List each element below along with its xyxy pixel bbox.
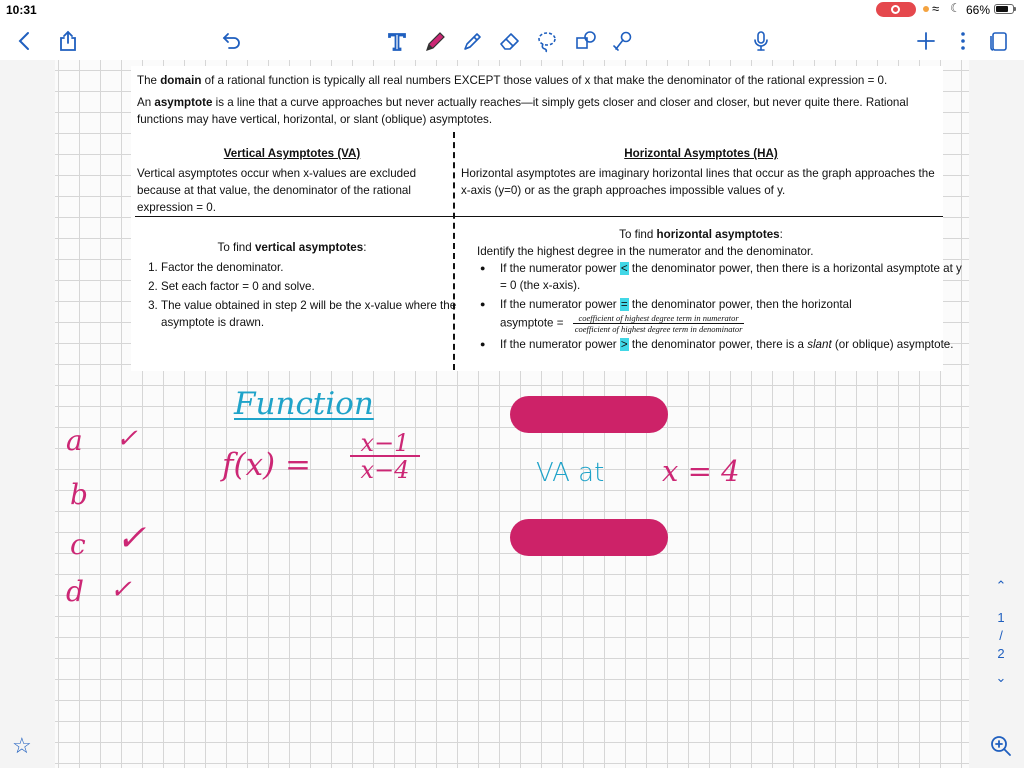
laser-pointer-icon[interactable] [610,28,636,54]
ha-heading: Horizontal Asymptotes (HA) [624,147,778,160]
va-description: Vertical asymptotes occur when x-values are excluded because at that value, the denominator of the rational expression = 0. [137,167,417,214]
highlighter-icon[interactable] [460,28,486,54]
highlight-greater-than: > [620,338,628,351]
wifi-icon: ≈ [932,1,940,16]
handwritten-va-label: VA at [536,458,605,488]
row-divider [135,216,943,217]
column-divider [453,132,455,370]
pen-icon[interactable] [423,28,449,54]
check-mark-icon: ✓ [116,518,147,559]
option-letter-a: a [66,424,83,457]
note-toolbar [0,20,1024,60]
va-step: 1. Factor the denominator. [161,259,461,276]
eraser-icon[interactable] [497,28,523,54]
pasted-worksheet[interactable] [131,66,962,371]
favorite-star-icon[interactable]: ☆ [12,733,32,758]
undo-icon[interactable] [219,28,245,54]
ha-rule-equal: ● If the numerator power = the denominator power, then the horizontal asymptote = $\frac{\text{coefficient of highest degree term in numerator}}{\text{coefficient of highest degree term in denominator}}$ [500,296,962,334]
handwritten-function-label: Function [234,386,374,422]
mic-in-use-indicator [923,6,929,12]
ha-identify: Identify the highest degree in the numerator and the denominator. [477,245,814,258]
back-icon[interactable] [12,28,38,54]
current-page: 1 [997,610,1005,625]
page-indicator [990,577,1012,687]
status-time: 10:31 [6,3,37,17]
highlight-equal: = [620,298,628,311]
option-letter-c: c [70,528,86,561]
coefficient-fraction: $\frac{\text{coefficient of highest degree term in numerator}}{\text{coefficient of highest degree term in denominator}}$ [574,313,743,334]
left-gutter [0,60,55,768]
zoom-in-icon[interactable] [989,734,1013,758]
lasso-icon[interactable] [534,28,560,54]
do-not-disturb-icon: ☾ [950,1,961,15]
redaction-bar-bottom [510,519,668,556]
handwritten-numerator: x−1 [350,431,420,457]
va-find-title: To find vertical asymptotes: [217,241,367,254]
ha-rules [480,260,962,355]
battery-percentage: 66% [966,3,991,17]
va-step: 2. Set each factor = 0 and solve. [161,278,461,295]
va-heading: Vertical Asymptotes (VA) [223,147,361,160]
handwritten-va-value: x = 4 [662,454,740,488]
ha-find-title: To find horizontal asymptotes: [619,228,783,241]
pages-icon[interactable] [986,28,1012,54]
status-bar [0,0,1024,20]
more-icon[interactable] [950,28,976,54]
ha-rule-greater: ● If the numerator power > the denominator power, there is a slant (or oblique) asymptote. [500,336,962,353]
handwritten-denominator: x−4 [360,456,410,484]
screen-recording-icon [876,2,916,17]
share-icon[interactable] [55,28,81,54]
text-tool-icon[interactable] [384,28,410,54]
ha-rule-less: ● If the numerator power < the denominator power, then there is a horizontal asymptote at y = 0 (the x-axis). [500,260,962,294]
redaction-bar-top [510,396,668,433]
add-icon[interactable] [913,28,939,54]
option-letter-d: d [66,575,84,608]
option-letter-b: b [70,478,88,511]
va-step: 3. The value obtained in step 2 will be the x-value where the asymptote is drawn. [161,297,461,331]
check-mark-icon: ✓ [116,424,138,454]
check-mark-icon: ✓ [110,575,132,605]
chevron-down-icon[interactable]: ⌄ [995,670,1007,685]
total-pages: 2 [997,646,1005,661]
microphone-icon[interactable] [748,28,774,54]
highlight-less-than: < [620,262,628,275]
shapes-icon[interactable] [573,28,599,54]
va-steps [143,259,461,333]
intro-domain: The domain of a rational function is typically all real numbers EXCEPT those values of x that make the denominator of the rational expression = 0. [137,74,888,87]
handwritten-fx: f(x) = [222,447,311,483]
intro-asymptote: An asymptote is a line that a curve approaches but never actually reaches—it simply gets closer and closer and closer, but never quite there. Rational functions may have vertical, horizontal, or slant (oblique) asymptotes. [137,96,909,126]
ha-description: Horizontal asymptotes are imaginary horizontal lines that occur as the graph approaches the x-axis (y=0) or as the graph approaches impossible values of y. [461,167,935,197]
chevron-up-icon[interactable]: ⌃ [995,578,1007,593]
battery-icon [994,4,1014,14]
page-separator: / [999,628,1003,643]
